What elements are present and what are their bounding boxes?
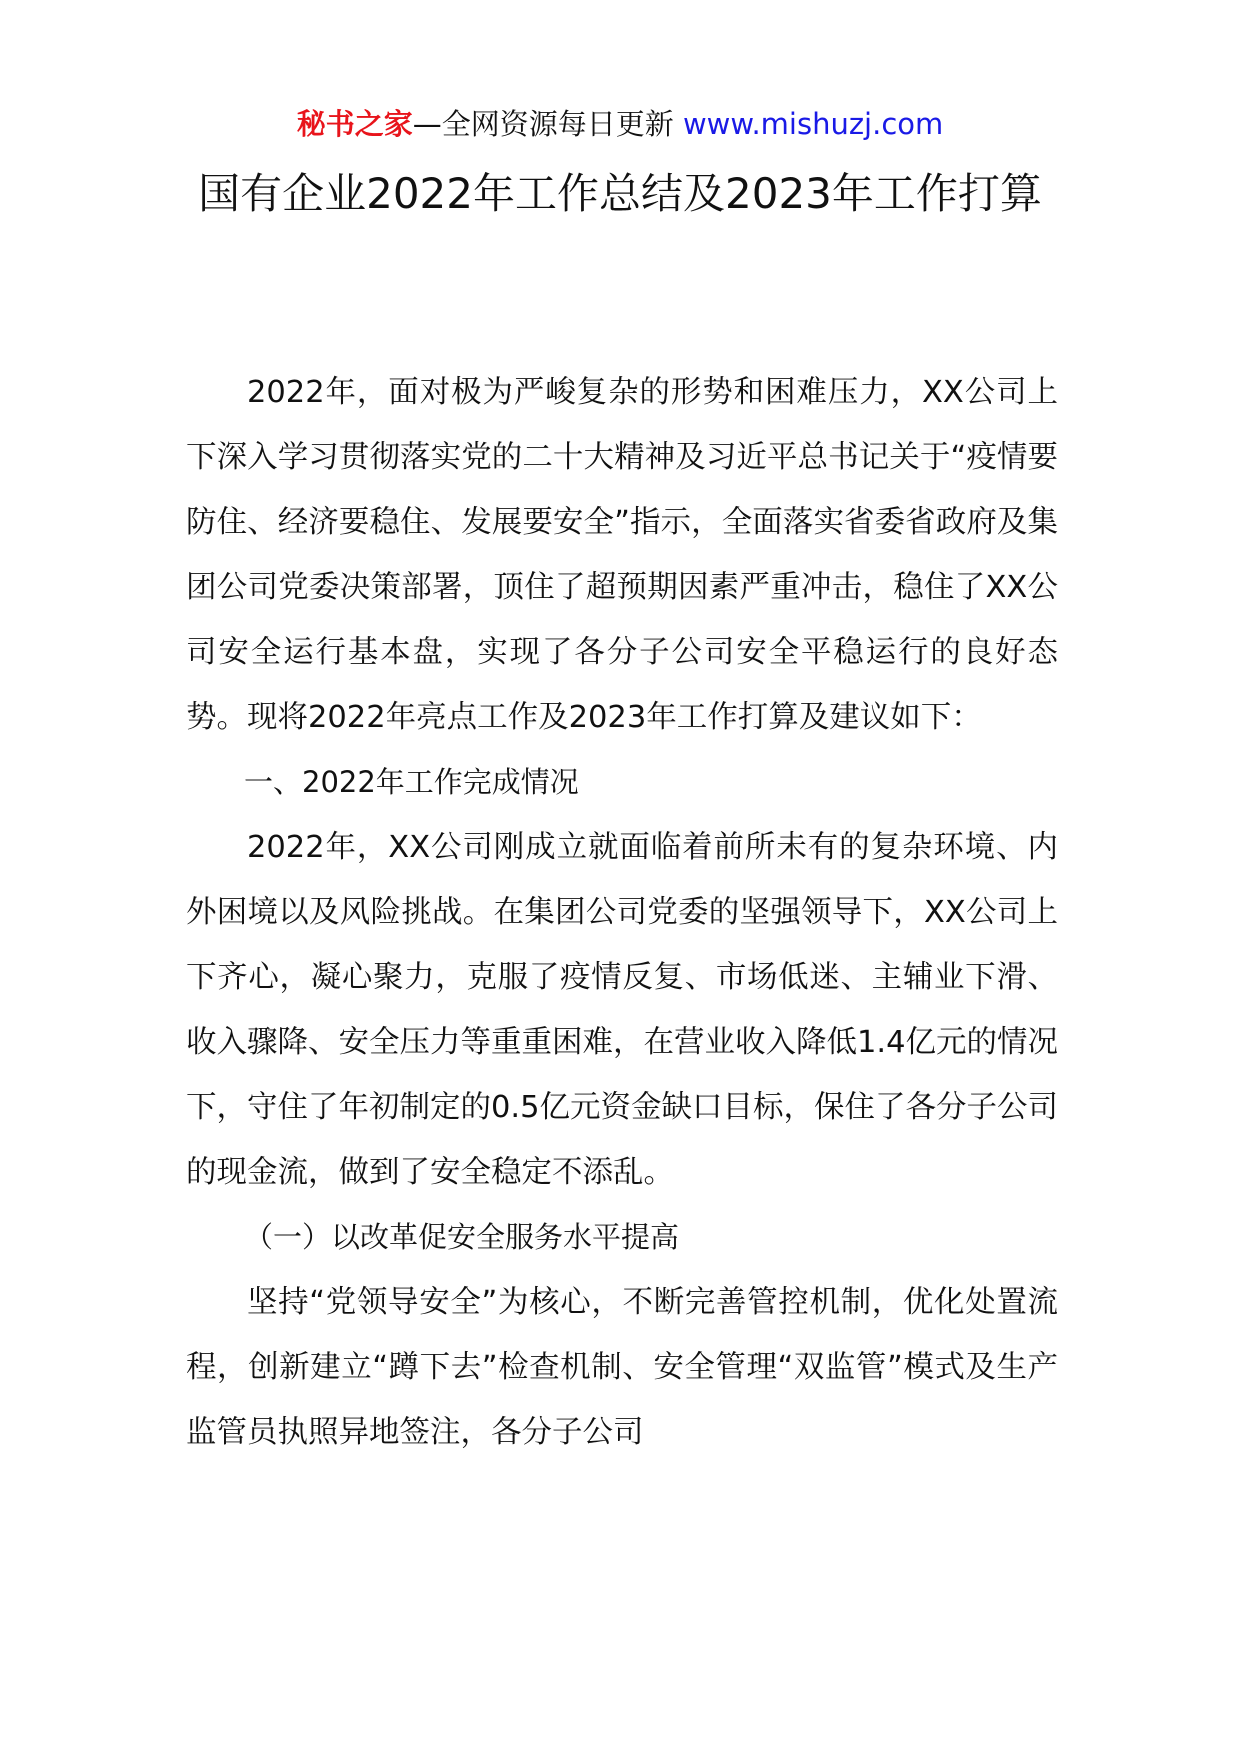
banner-brand: 秘书之家	[296, 107, 413, 141]
intro-paragraph: 2022年，面对极为严峻复杂的形势和困难压力，XX公司上下深入学习贯彻落实党的二十大精神及习近平总书记关于“疫情要防住、经济要稳住、发展要安全”指示，全面落实省委省政府及集团公司党委决策部署，顶住了超预期因素严重冲击，稳住了XX公司安全运行基本盘，实现了各分子公司安全平稳运行的良好态势。现将2022年亮点工作及2023年工作打算及建议如下：	[186, 375, 1058, 735]
site-banner	[0, 104, 1240, 144]
body-paragraph: 2022年，XX公司刚成立就面临着前所未有的复杂环境、内外困境以及风险挑战。在集团公司党委的坚强领导下，XX公司上下齐心，凝心聚力，克服了疫情反复、市场低迷、主辅业下滑、收入骤降、安全压力等重重困难，在营业收入降低1.4亿元的情况下，守住了年初制定的0.5亿元资金缺口目标，保住了各分子公司的现金流，做到了安全稳定不添乱。	[186, 830, 1059, 1190]
banner-url: www.mishuzj.com	[682, 107, 944, 141]
banner-tagline: —全网资源每日更新	[412, 107, 674, 141]
section-heading: 一、2022年工作完成情况	[244, 765, 579, 799]
body-paragraph: 坚持“党领导安全”为核心，不断完善管控机制，优化处置流程，创新建立“蹲下去”检查机制、安全管理“双监管”模式及生产监管员执照异地签注，各分子公司	[186, 1285, 1058, 1450]
subsection-heading: （一）以改革促安全服务水平提高	[244, 1220, 680, 1254]
document-body	[186, 360, 1058, 1465]
document-title: 国有企业2022年工作总结及2023年工作打算	[198, 169, 1042, 218]
